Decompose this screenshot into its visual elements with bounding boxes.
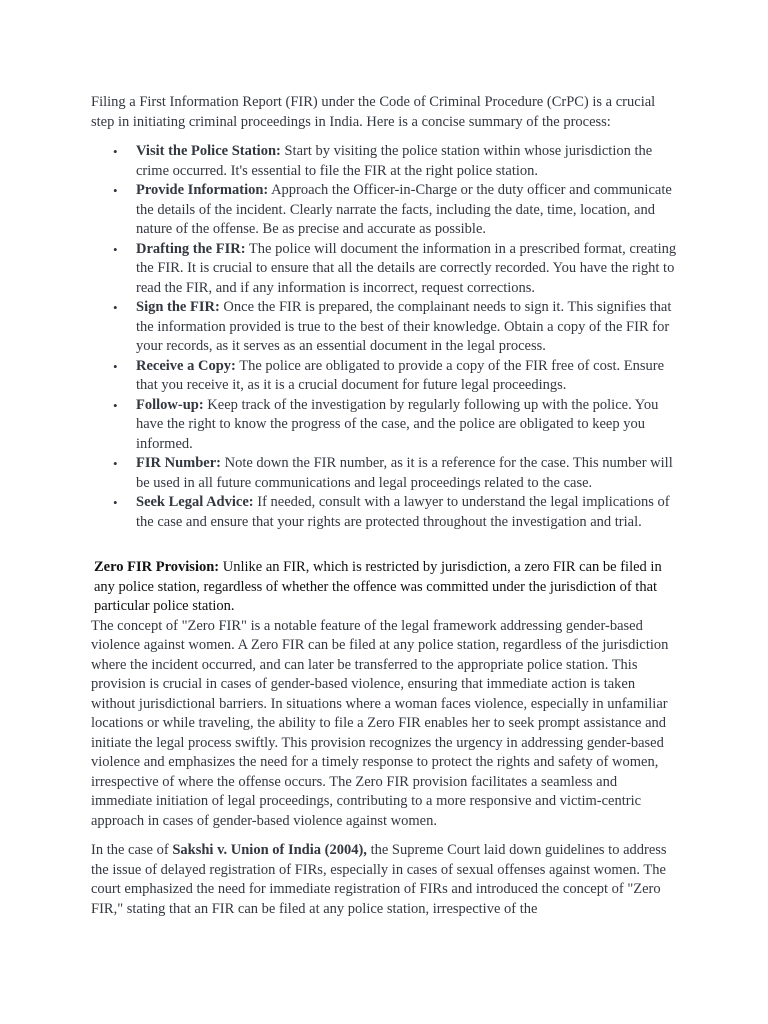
step-text: Once the FIR is prepared, the complainant needs to sign it. This signifies that the information provided is true to the best of their knowledge. Obtain a copy of the FIR for your records, as it serves as an essential document in the legal process.	[136, 299, 672, 354]
bullet-icon: •	[113, 183, 118, 198]
step-title: Seek Legal Advice:	[136, 494, 254, 510]
list-item	[91, 493, 681, 532]
bullet-icon: •	[113, 358, 118, 374]
intro-paragraph: Filing a First Information Report (FIR) under the Code of Criminal Procedure (CrPC) is a crucial step in initiating criminal proceedings in India. Here is a concise summary of the process:	[91, 94, 656, 130]
zero-fir-summary: Unlike an FIR, which is restricted by jurisdiction, a zero FIR can be filed in any police station, regardless of whether the offence was committed under the jurisdiction of that particular police station.	[94, 559, 662, 614]
list-item	[91, 298, 681, 357]
list-item	[91, 142, 681, 181]
step-title: Receive a Copy:	[136, 357, 236, 374]
step-text: Start by visiting the police station within whose jurisdiction the crime occurred. It's essential to file the FIR at the right police station.	[136, 143, 653, 179]
zero-fir-title: Zero FIR Provision:	[94, 559, 220, 575]
step-title: Sign the FIR:	[136, 299, 220, 315]
zero-fir-body-paragraph: The concept of "Zero FIR" is a notable feature of the legal framework addressing gender-based violence against women. A Zero FIR can be filed at any police station, regardless of the jurisdiction where the incident occurred, and can later be transferred to the appropriate police station. This provision is crucial in cases of gender-based violence, ensuring that immediate action is taken without jurisdictional barriers. In situations where a woman faces violence, especially in unfamiliar locations or while traveling, the ability to file a Zero FIR enables her to seek prompt assistance and initiate the legal process swiftly. This provision recognizes the urgency in addressing gender-based violence and emphasizes the need for a timely response to protect the rights and safety of women, irrespective of where the offense occurs. The Zero FIR provision facilitates a seamless and immediate initiation of legal proceedings, contributing to a more responsive and victim-centric approach in cases of gender-based violence against women.	[91, 617, 669, 829]
bullet-icon: •	[113, 144, 118, 159]
fir-steps-list	[91, 142, 681, 532]
step-title: Follow-up:	[136, 396, 204, 413]
step-title: FIR Number:	[136, 455, 221, 471]
case-paragraph	[91, 841, 681, 919]
step-title: Provide Information:	[136, 182, 269, 198]
document-page	[91, 93, 681, 919]
list-item	[91, 240, 681, 299]
step-title: Visit the Police Station:	[136, 143, 281, 159]
case-prefix: In the case of	[91, 842, 173, 858]
bullet-icon: •	[113, 300, 118, 315]
zero-fir-heading-paragraph	[91, 558, 681, 617]
step-text: Approach the Officer-in-Charge or the duty officer and communicate the details of the incident. Clearly narrate the facts, including the date, time, location, and nature of the offense. Be as precise and accurate as possible.	[136, 182, 672, 237]
bullet-icon: •	[113, 241, 118, 257]
step-text: Keep track of the investigation by regularly following up with the police. You have the right to know the progress of the case, and the police are obligated to keep you informed.	[136, 396, 659, 452]
list-item	[91, 454, 681, 493]
bullet-icon: •	[113, 397, 118, 413]
list-item	[91, 396, 681, 455]
step-title: Drafting the FIR:	[136, 240, 246, 257]
bullet-icon: •	[113, 495, 118, 510]
bullet-icon: •	[113, 456, 118, 471]
step-text: Note down the FIR number, as it is a reference for the case. This number will be used in all future communications and legal proceedings related to the case.	[136, 455, 673, 491]
list-item	[91, 357, 681, 396]
step-text: The police are obligated to provide a copy of the FIR free of cost. Ensure that you receive it, as it is a crucial document for future legal proceedings.	[136, 357, 665, 393]
case-name: Sakshi v. Union of India (2004),	[172, 842, 367, 858]
step-text: The police will document the information in a prescribed format, creating the FIR. It is crucial to ensure that all the details are correctly recorded. You have the right to read the FIR, and if any information is incorrect, request corrections.	[136, 240, 677, 296]
step-text: If needed, consult with a lawyer to understand the legal implications of the case and ensure that your rights are protected throughout the investigation and trial.	[136, 494, 670, 530]
list-item	[91, 181, 681, 240]
case-text: the Supreme Court laid down guidelines to address the issue of delayed registration of FIRs, especially in cases of sexual offenses against women. The court emphasized the need for immediate registration of FIRs and introduced the concept of "Zero FIR," stating that an FIR can be filed at any police station, irrespective of the	[91, 842, 667, 917]
